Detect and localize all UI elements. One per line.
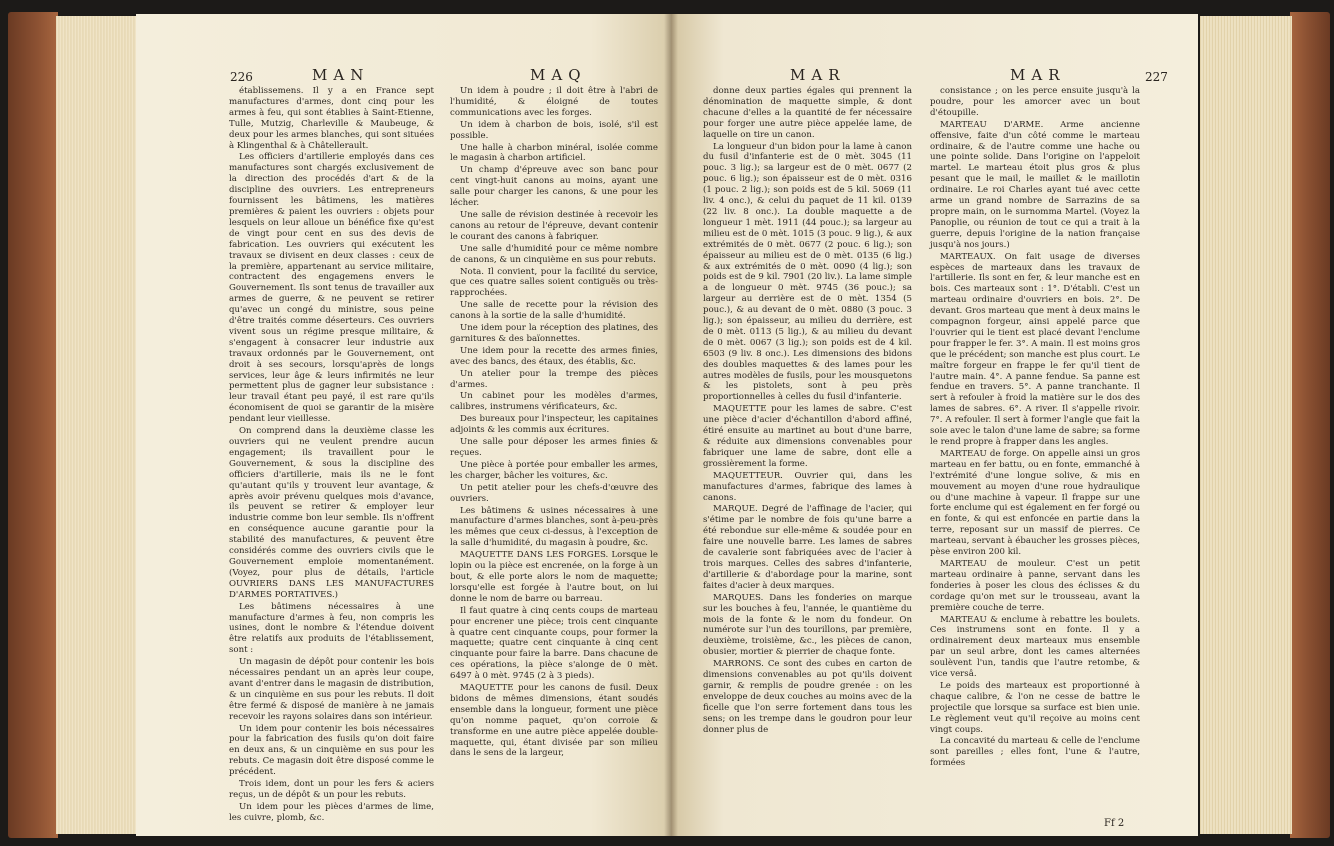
left-page-number: 226 [230, 70, 253, 84]
paragraph: MARTEAU D'ARME. Arme ancienne offensive, faite d'un côté comme le marteau ordinaire, & de l'autre comme une hache ou une pointe solide. Dans l'origine on l'appeloit martel. Le marteau étoit plus gros & plus pesant que le mail, le maillet & le maillotin ordinaire. Le roi Charles ayant tué avec cette arme un grand nombre de Sarrazins de sa propre main, on le surnomma Martel. (Voyez la Panoplie, ou réunion de tout ce qui a trait à la guerre, depuis l'origine de la nation française jusqu'à nos jours.) [930, 119, 1140, 250]
paragraph: La concavité du marteau & celle de l'enclume sont pareilles ; elles font, l'une & l'autre, formées [930, 736, 1140, 769]
paragraph: MARRONS. Ce sont des cubes en carton de dimensions convenables au pot qu'ils doivent garnir, & remplis de poudre grenée : on les enveloppe de deux couches au moins avec de la ficelle que l'on serre fortement dans tous les sens; on les trempe dans le goudron pour leur donner plus de [703, 659, 912, 735]
paragraph: La longueur d'un bidon pour la lame à canon du fusil d'infanterie est de 0 mèt. 3045 (11 pouc. 3 lig.); sa largeur est de 0 mèt. 0677 (2 pouc. 6 lig.); son épaisseur est de 0 mèt. 0316 (1 pouc. 2 lig.); son poids est de 5 kil. 5069 (11 liv. 4 onc.), & celui du paquet de 11 kil. 0139 (22 liv. 8 onc.). La double maquette a de longueur 1 mèt. 1911 (44 pouc.); sa largeur au milieu est de 0 mèt. 1015 (3 pouc. 9 lig.), & aux extrémités de 0 mèt. 0677 (2 pouc. 6 lig.); son épaisseur au milieu est de 0 mèt. 0135 (6 lig.) & aux extrémités de 0 mèt. 0090 (4 lig.); son poids est de 9 kil. 7901 (20 liv.). La lame simple a de longueur 0 mèt. 9745 (36 pouc.); sa largeur au derrière est de 0 mèt. 1354 (5 pouc.), & au devant de 0 mèt. 0880 (3 pouc. 3 lig.); son épaisseur, au milieu du derrière, est de 0 mèt. 0113 (5 lig.), & au milieu du devant de 0 mèt. 0067 (3 lig.); son poids est de 4 kil. 6503 (9 liv. 8 onc.). Les dimensions des bidons des doubles maquettes & des lames pour les autres modèles de fusils, pour les mousquetons & les pistolets, sont à peu près proportionnelles à celles du fusil d'infanterie. [703, 141, 912, 403]
paragraph: Une idem pour la réception des platines, des garnitures & des baïonnettes. [450, 323, 658, 344]
right-page-column-1 [703, 86, 912, 736]
right-cover [1290, 12, 1330, 838]
paragraph: donne deux parties égales qui prennent la dénomination de maquette simple, & dont chacune d'elles a la quantité de fer nécessaire pour forger une autre pièce appelée lame, de laquelle on tire un canon. [703, 86, 912, 140]
paragraph: MARTEAU de forge. On appelle ainsi un gros marteau en fer battu, ou en fonte, emmanché à l'extrémité d'une longue solive, & mis en mouvement au moyen d'une roue hydraulique ou d'une machine à vapeur. Il frappe sur une forte enclume qui est également en fer forgé ou en fonte, & qui est enfoncée en partie dans la terre, reposant sur un massif de pierres. Ce marteau, servant à ébaucher les grosses pièces, pèse environ 200 kil. [930, 448, 1140, 558]
paragraph: Une halle à charbon minéral, isolée comme le magasin à charbon artificiel. [450, 142, 658, 164]
paragraph: Un magasin de dépôt pour contenir les bois nécessaires pendant un an après leur coupe, avant d'entrer dans le magasin de distribution, & un cinquième en sus pour les rebuts. Il doit être fermé & disposé de manière à ne jamais recevoir les rayons solaires dans son intérieur. [229, 657, 434, 722]
paragraph: Un idem pour les pièces d'armes de lime, les cuivre, plomb, &c. [229, 801, 434, 823]
signature-mark: Ff 2 [1104, 818, 1125, 829]
paragraph: MAQUETTE DANS LES FORGES. Lorsque le lopin ou la pièce est encrenée, on la forge à un bout, & elle porte alors le nom de maquette; lorsqu'elle est forgée à l'autre bout, on lui donne le nom de barre ou barreau. [450, 550, 658, 604]
right-running-head-1: MAR [790, 66, 846, 84]
paragraph: MARTEAUX. On fait usage de diverses espèces de marteaux dans les travaux de l'artillerie. Ils sont en fer, & leur manche est en bois. Ces marteaux sont : 1°. D'établi. C'est un marteau ordinaire d'ouvriers en bois. 2°. De devant. Gros marteau que ment à deux mains le compagnon forgeur, ainsi appelé parce que l'ouvrier qui le tient est placé devant l'enclume pour frapper le fer. 3°. A main. Il est moins gros que le précédent; son manche est plus court. Le maître forgeur en frappe le fer qu'il tient de l'autre main. 4°. A panne fendue. Sa panne est fendue en travers. 5°. A panne tranchante. Il sert à refouler à froid la matière sur le dos des lames de sabres. 6°. A river. Il s'appelle rivoir. 7°. A refouler. Il sert à former l'angle que fait la soie avec le talon d'une lame de sabre; sa forme le rend propre à frapper dans les angles. [930, 251, 1140, 447]
paragraph: établissemens. Il y a en France sept manufactures d'armes, dont cinq pour les armes à feu, qui sont établies à Saint-Etienne, Tulle, Mutzig, Charleville & Maubeuge, & deux pour les armes blanches, qui sont situées à Klingenthal & à Châtellerault. [229, 86, 434, 151]
paragraph: Un idem pour contenir les bois nécessaires pour la fabrication des fusils qu'on doit faire en deux ans, & un cinquième en sus pour les rebuts. Ce magasin doit être disposé comme le précédent. [229, 723, 434, 778]
paragraph: Une pièce à portée pour emballer les armes, les charger, bâcher les voitures, &c. [450, 459, 658, 481]
paragraph: Le poids des marteaux est proportionné à chaque calibre, & l'on ne cesse de battre le projectile que lorsque sa surface est bien unie. Le règlement veut qu'il reçoive au moins cent vingt coups. [930, 680, 1140, 735]
paragraph: Un atelier pour la trempe des pièces d'armes. [450, 368, 658, 390]
paragraph: Un champ d'épreuve avec son banc pour cent vingt-huit canons au moins, ayant une salle pour charger les canons, & une pour les lécher. [450, 165, 658, 209]
paragraph: Une salle de recette pour la révision des canons à la sortie de la salle d'humidité. [450, 300, 658, 322]
paragraph: MAQUETTE pour les lames de sabre. C'est une pièce d'acier d'échantillon d'abord affiné, étiré ensuite au martinet au bout d'une barre, & réduite aux dimensions convenables pour fabriquer une lame de sabre, dont elle a grossièrement la forme. [703, 404, 912, 469]
paragraph: Les bâtimens & usines nécessaires à une manufacture d'armes blanches, sont à-peu-près les mêmes que ceux ci-dessus, à l'exception de la salle d'humidité, du magasin à poudre, &c. [450, 505, 658, 549]
paragraph: Des bureaux pour l'inspecteur, les capitaines adjoints & les commis aux écritures. [450, 414, 658, 436]
paragraph: Il faut quatre à cinq cents coups de marteau pour encrener une pièce; trois cent cinquante à quatre cent cinquante coups, pour former la maquette; quatre cent cinquante à cinq cent cinquante pour faire la barre. Dans chacune de ces opérations, la pièce s'alonge de 0 mèt. 6497 à 0 mèt. 9745 (2 à 3 pieds). [450, 605, 658, 682]
right-page-edges [1200, 16, 1292, 834]
paragraph: Un petit atelier pour les chefs-d'œuvre des ouvriers. [450, 482, 658, 504]
paragraph: Nota. Il convient, pour la facilité du service, que ces quatre salles soient contiguës ou très-rapprochées. [450, 266, 658, 299]
paragraph: MARTEAU & enclume à rebattre les boulets. Ces instrumens sont en fonte. Il y a ordinairement deux marteaux mus ensemble par un seul arbre, dont les cames alternées soulèvent l'un, tandis que l'autre retombe, & vice versâ. [930, 614, 1140, 680]
paragraph: Les officiers d'artillerie employés dans ces manufactures sont chargés exclusivement de la direction des procédés d'art & de la discipline des ouvriers. Les entrepreneurs fournissent les bâtimens, les matières premières & paient les ouvriers : objets pour lesquels on leur alloue un bénéfice fixe qu'est de vingt pour cent en sus des devis de fabrication. Les ouvriers qui exécutent les travaux se divisent en deux classes : ceux de la première, appartenant au service militaire, contractent des engagemens envers le Gouvernement. Ils sont tenus de travailler aux armes de guerre, & ne peuvent se retirer qu'avec un congé du ministre, sous peine d'être traités comme déserteurs. Ces ouvriers vivent sous un régime presque militaire, & s'engagent à consacrer leur industrie aux travaux ordonnés par le Gouvernement, ont droit à ses secours, lorsqu'après de longs services, leur âge & leurs infirmités ne leur permettent plus de gagner leur subsistance : leur travail étant peu payé, il est rare qu'ils économisent de quoi se garantir de la misère pendant leur vieillesse. [229, 152, 434, 425]
paragraph: Un idem à charbon de bois, isolé, s'il est possible. [450, 119, 658, 141]
left-page-column-1 [229, 86, 434, 825]
paragraph: Une salle de révision destinée à recevoir les canons au retour de l'épreuve, devant contenir le courant des canons à fabriquer. [450, 209, 658, 242]
paragraph: MAQUETTE pour les canons de fusil. Deux bidons de mêmes dimensions, étant soudés ensemble dans la longueur, forment une pièce qu'on nomme paquet, qu'on corroie & transforme en une autre pièce appelée double-maquette, qui, étant divisée par son milieu dans le sens de la largeur, [450, 683, 658, 759]
left-running-head-1: MAN [312, 66, 370, 84]
paragraph: MARQUE. Degré de l'affinage de l'acier, qui s'étime par le nombre de fois qu'une barre a été rebondue sur elle-même & soudée pour en faire une nouvelle barre. Les lames de sabres de cavalerie sont fabriquées avec de l'acier à trois marques. Celles des sabres d'infanterie, d'artillerie & d'abordage pour la marine, sont faites d'acier à deux marques. [703, 504, 912, 591]
paragraph: consistance ; on les perce ensuite jusqu'à la poudre, pour les amorcer avec un bout d'étoupille. [930, 86, 1140, 118]
book-gutter [664, 14, 678, 836]
right-running-head-2: MAR [1010, 66, 1066, 84]
right-page-number: 227 [1145, 70, 1168, 84]
left-page-column-2 [450, 86, 658, 760]
paragraph: Un cabinet pour les modèles d'armes, calibres, instrumens vérificateurs, &c. [450, 391, 658, 413]
paragraph: On comprend dans la deuxième classe les ouvriers qui ne veulent prendre aucun engagement; ils travaillent pour le Gouvernement, & sous la discipline des officiers d'artillerie, mais ils ne le font qu'autant qu'ils y trouvent leur avantage, & après avoir prévenu quelques mois d'avance, ils peuvent se retirer & employer leur industrie comme bon leur semble. Ils n'offrent en conséquence aucune garantie pour la stabilité des manufactures, & peuvent être considérés comme des ouvriers civils que le Gouvernement emploie momentanément. (Voyez, pour plus de détails, l'article OUVRIERS DANS LES MANUFACTURES D'ARMES PORTATIVES.) [229, 426, 434, 600]
paragraph: MARTEAU de mouleur. C'est un petit marteau ordinaire à panne, servant dans les fonderies à poser les clous des éclisses & du cordage qu'on met sur le trousseau, avant la première couche de terre. [930, 558, 1140, 613]
paragraph: Une salle d'humidité pour ce même nombre de canons, & un cinquième en sus pour rebuts. [450, 243, 658, 265]
paragraph: Une salle pour déposer les armes finies & reçues. [450, 437, 658, 458]
paragraph: Une idem pour la recette des armes finies, avec des bancs, des étaux, des établis, &c. [450, 345, 658, 367]
paragraph: Les bâtimens nécessaires à une manufacture d'armes à feu, non compris les usines, dont le nombre & l'étendue doivent être relatifs aux produits de l'établissement, sont : [229, 601, 434, 656]
right-page-column-2 [930, 86, 1140, 770]
paragraph: Trois idem, dont un pour les fers & aciers reçus, un de dépôt & un pour les rebuts. [229, 779, 434, 800]
paragraph: MARQUES. Dans les fonderies on marque sur les bouches à feu, l'année, le quantième du mois de la fonte & le nom du fondeur. On numérote sur l'un des tourillons, par première, deuxième, troisième, &c., les pièces de canon, obusier, mortier & pierrier de chaque fonte. [703, 592, 912, 658]
paragraph: Un idem à poudre ; il doit être à l'abri de l'humidité, & éloigné de toutes communications avec les forges. [450, 86, 658, 118]
left-cover [8, 12, 58, 838]
left-page-edges [56, 16, 136, 834]
left-running-head-2: MAQ [530, 66, 587, 84]
paragraph: MAQUETTEUR. Ouvrier qui, dans les manufactures d'armes, fabrique des lames à canons. [703, 470, 912, 503]
